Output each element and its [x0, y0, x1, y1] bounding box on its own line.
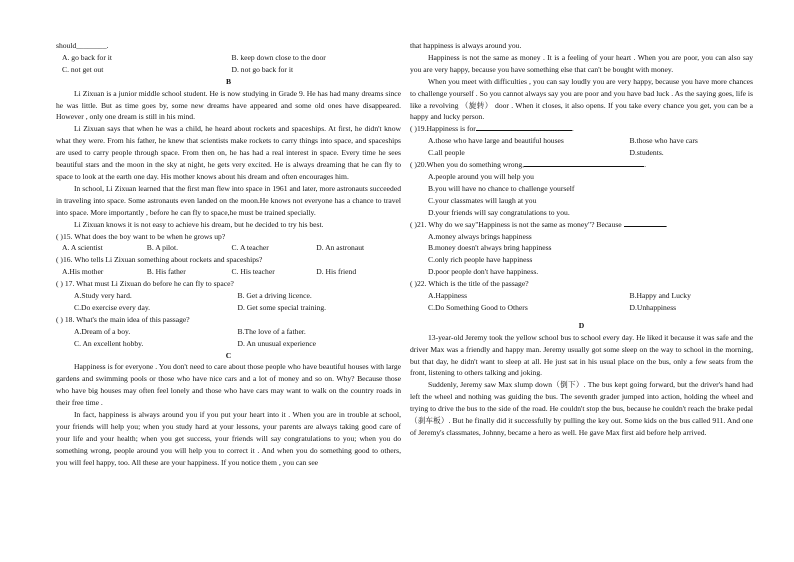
section-c-heading: C	[225, 350, 232, 360]
question-20-options	[410, 171, 753, 219]
prev-question-options	[56, 52, 401, 76]
section-d-heading: D	[578, 320, 585, 330]
question-21-options	[410, 231, 753, 279]
option: D.poor people don't have happiness.	[428, 267, 539, 277]
option: C. not get out	[62, 64, 104, 74]
option: D. Get some special training.	[237, 302, 327, 312]
option: B.Happy and Lucky	[629, 291, 691, 301]
option: B.those who have cars	[629, 136, 698, 146]
question-19: ( )19.Happiness is for .	[410, 124, 574, 134]
option: D. An astronaut	[316, 243, 365, 253]
option: C.only rich people have happiness	[428, 255, 533, 265]
option: B. Get a driving licence.	[237, 291, 312, 301]
c-paragraph-4: When you meet with difficulties , you can say loudly you are very happy, because you have more chances to challenge yourself . So you cannot always say you are poor and you have bad luck . As the saying goes, life is like a revolving （旋转） door . When it closes, it also opens. If you take every chance you get, you can be a happy and lucky person.	[410, 76, 753, 122]
option: B.you will have no chance to challenge yourself	[428, 183, 575, 193]
option: A.those who have large and beautiful houses	[428, 136, 564, 146]
question-21-text: ( )21. Why do we say"Happiness is not the same as money"? Because	[410, 219, 622, 229]
continuation-line: that happiness is always around you.	[410, 41, 522, 50]
option: D. not go back for it	[231, 64, 294, 74]
question-20-text: ( )20.When you do something wrong,	[410, 160, 525, 170]
question-16-options	[56, 266, 401, 278]
question-15: ( )15. What does the boy want to be when he grows up?	[56, 231, 226, 241]
continuation-line: should________.	[56, 41, 109, 50]
option: D.your friends will say congratulations to you.	[428, 207, 570, 217]
question-17-options	[56, 290, 401, 314]
question-15-options	[56, 242, 401, 254]
option: A.money always brings happiness	[428, 231, 532, 241]
d-paragraph-1: 13-year-old Jeremy took the yellow school bus to school every day. He liked it because it was safe and the driver Max was a friendly and happy man. Jeremy usually got some sleep on the way to school in the morning, but that day, he didn't want to sleep at all. He just sat in his usual place on the bus, only a few seats from the front, listening to others talking and joking.	[410, 332, 753, 378]
b-paragraph-4: Li Zixuan knows it is not easy to achieve his dream, but he decided to try his best.	[74, 219, 324, 229]
option: D. An unusual experience	[237, 338, 316, 348]
option: B. A pilot.	[146, 243, 178, 253]
option: D. His friend	[316, 267, 357, 277]
d-paragraph-2: Suddenly, Jeremy saw Max slump down（倒下）. The bus kept going forward, but the driver's hand had left the wheel and nothing was guiding the bus. The seventh grader jumped into action, holding the wheel and trying to drive the bus to the side of the road. He couldn't stop the bus, because he couldn't reach the brake pedal（刹车板）. But he finally did it successfully by pulling the key out. Some kids on the bus called 911. And one of Jeremy's classmates, Johnny, became a hero as well. He gave Max first aid before help arrived.	[410, 380, 753, 437]
option: C. His teacher	[231, 267, 275, 277]
question-21: ( )21. Why do we say"Happiness is not the same as money"? Because .	[410, 219, 668, 229]
option: A.people around you will help you	[428, 171, 534, 181]
question-22: ( )22. Which is the title of the passage?	[410, 279, 529, 289]
option: A.Dream of a boy.	[74, 326, 131, 336]
question-19-text: ( )19.Happiness is for	[410, 124, 476, 134]
section-b-heading: B	[225, 76, 232, 86]
option: C.Do exercise every day.	[74, 302, 151, 312]
option: C.your classmates will laugh at you	[428, 195, 537, 205]
option: A. go back for it	[62, 52, 112, 62]
question-18-options	[56, 326, 401, 350]
option: C.Do Something Good to Others	[428, 302, 528, 312]
c-paragraph-3: Happiness is not the same as money . It is a feeling of your heart . When you are poor, you can also say you are very happy, because you have something else that can't be bought with money.	[410, 52, 753, 74]
b-paragraph-2: Li Zixuan says that when he was a child, he heard about rockets and spaceships. At first, he didn't know what they were. From his father, he knew that scientists make rockets to carry things into space, and spaceships are used to carry people through space. From then on, he has had a real interest in space. Every time he sees beautiful stars and the moon in the sky at night, he gets very excited. He is always dreaming that he can fly to space to look at the earth one day. His mother knows about his dream and often encourages him.	[56, 124, 401, 181]
question-19-options	[410, 135, 753, 159]
question-18: ( ) 18. What's the main idea of this passage?	[56, 314, 190, 324]
question-20: ( )20.When you do something wrong, .	[410, 160, 647, 170]
left-column	[56, 40, 401, 469]
option: B.money doesn't always bring happiness	[428, 243, 552, 253]
question-17: ( ) 17. What must Li Zixuan do before he can fly to space?	[56, 279, 234, 289]
option: B.The love of a father.	[237, 326, 306, 336]
option: A.Happiness	[428, 291, 468, 301]
option: B. keep down close to the door	[231, 52, 326, 62]
right-column	[410, 40, 753, 439]
c-paragraph-1: Happiness is for everyone . You don't need to care about those people who have beautiful houses with large gardens and swimming pools or those who have nice cars and a lot of money and so on. Why? Because those who have big houses may often feel lonely and those who have cars may want to walk on the country roads in their free time .	[56, 362, 401, 408]
option: D.Unhappiness	[629, 302, 677, 312]
c-paragraph-2: In fact, happiness is always around you if you put your heart into it . When you are in trouble at school, your friends will help you; when you study hard at your lessons, your parents are always taking good care of your life and your health; when you get success, your friends will say congratulations to you; when you do something wrong, people around you will help you to correct it . And when you do something good to others, you will feel happy, too. All these are your happiness. If you notice them , you can see	[56, 410, 401, 467]
question-22-options	[410, 290, 753, 314]
b-paragraph-1: Li Zixuan is a junior middle school student. He is now studying in Grade 9. He has had many dreams since he was little. But as time goes by, some new dreams have appeared and some old ones have disappeared. However , only one dream is still in his mind.	[56, 88, 401, 122]
answer-blank	[524, 166, 644, 167]
option: B. His father	[146, 267, 186, 277]
question-16: ( )16. Who tells Li Zixuan something about rockets and spaceships?	[56, 255, 263, 265]
option: A.His mother	[62, 267, 104, 277]
option: C.all people	[428, 148, 465, 158]
b-paragraph-3: In school, Li Zixuan learned that the first man flew into space in 1961 and later, more astronauts succeeded in traveling into space. Some astronauts even landed on the moon.He knows not everyone has a chance to travel into space. More importantly , before he can fly to space,he must be trained specially.	[56, 183, 401, 217]
option: C. An excellent hobby.	[74, 338, 144, 348]
option: A. A scientist	[62, 243, 103, 253]
answer-blank	[476, 130, 572, 131]
option: C. A teacher	[231, 243, 269, 253]
answer-blank	[624, 226, 666, 227]
option: D.students.	[629, 148, 664, 158]
option: A.Study very hard.	[74, 291, 132, 301]
